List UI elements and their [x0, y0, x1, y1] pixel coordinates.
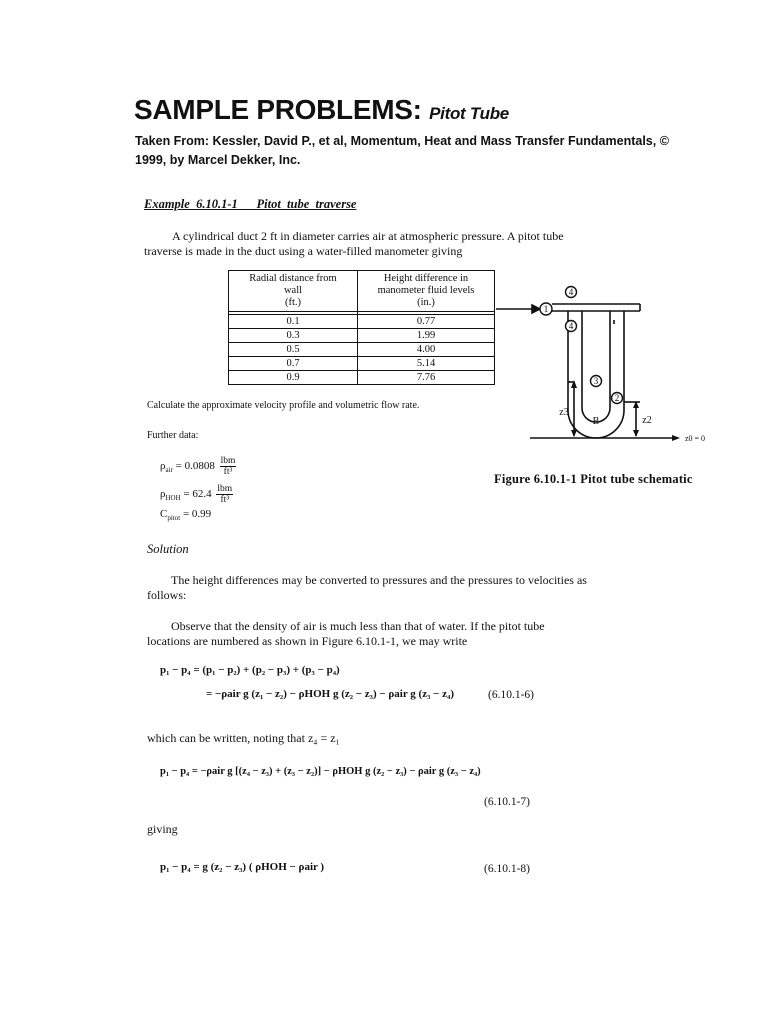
equation-6-10-1-7: p₁ − p₄ = −ρair g [(z₄ − z₃) + (z₃ − z₂)] − ρHOH g (z₂ − z₃) − ρair g (z₃ − z₄)	[160, 766, 481, 777]
rho-hoh-symbol: ρ	[160, 488, 166, 501]
rho-hoh-equation	[160, 484, 233, 505]
header-height-line-2: manometer fluid levels	[377, 285, 475, 296]
rho-hoh-subscript: HOH	[165, 494, 181, 503]
table-cell-height: 4.00	[358, 343, 495, 357]
c-pitot-subscript: pitot	[167, 514, 181, 523]
z2-label: z2	[642, 415, 652, 426]
table-row	[229, 329, 495, 343]
c-pitot-equation	[160, 508, 211, 522]
solution-paragraph-1: The height differences may be converted to pressures and the pressures to velocities as follows:	[147, 573, 587, 602]
z0-label: z0 = 0	[684, 434, 706, 443]
manometer-data-table	[228, 270, 495, 385]
header-height-line-1: Height difference in	[383, 273, 469, 284]
flow-arrow-head	[532, 305, 540, 313]
equation-number-8: (6.10.1-8)	[484, 863, 530, 875]
rho-air-units	[220, 456, 237, 477]
table-cell-distance: 0.7	[229, 357, 358, 371]
header-radial-line-3: (ft.)	[284, 297, 302, 308]
units-numerator: lbm	[220, 456, 236, 466]
table-cell-distance: 0.9	[229, 371, 358, 385]
header-radial-line-2: wall	[283, 285, 303, 296]
c-pitot-value: = 0.99	[180, 508, 212, 520]
example-heading: Example 6.10.1-1 __ Pitot tube traverse	[144, 197, 357, 211]
table-row	[229, 371, 495, 385]
title-subtitle: Pitot Tube	[429, 104, 509, 123]
rho-air-equation	[160, 456, 236, 477]
point-4-bottom-label: 4	[568, 321, 574, 331]
table-header-row	[229, 271, 495, 312]
header-radial-line-1: Radial distance from	[249, 273, 337, 284]
equation-number-7: (6.10.1-7)	[484, 796, 530, 808]
z2-arrow-down	[633, 430, 639, 437]
equation-6-10-1-8: p₁ − p₄ = g (z₂ − z₃) ( ρHOH − ρair )	[160, 861, 325, 873]
figure-caption: Figure 6.10.1-1 Pitot tube schematic	[494, 472, 693, 486]
pitot-tube-schematic	[490, 280, 720, 450]
page-title	[134, 94, 509, 126]
equation-6-10-1-6-line-2: = −ρair g (z₁ − z₂) − ρHOH g (z₂ − z₃) − ρair g (z₃ − z₄)	[206, 688, 454, 700]
source-citation: Taken From: Kessler, David P., et al, Momentum, Heat and Mass Transfer Fundamentals, © 1999, by Marcel Dekker, Inc.	[135, 134, 669, 167]
manometer-inner	[582, 311, 610, 422]
datum-arrow	[672, 435, 680, 441]
rho-hoh-value: = 62.4	[180, 488, 212, 501]
table-row	[229, 315, 495, 329]
rho-hoh-units	[216, 484, 233, 505]
solution-heading: Solution	[147, 542, 189, 556]
equation-6-10-1-6-line-1: p₁ − p₄ = (p₁ − p₂) + (p₂ − p₃) + (p₃ − p₄)	[160, 664, 340, 676]
c-pitot-symbol: C	[160, 508, 168, 520]
header-height-difference	[358, 271, 495, 312]
point-2-label: 2	[614, 393, 620, 403]
table-row	[229, 343, 495, 357]
rho-air-symbol: ρ	[160, 460, 166, 473]
table-cell-distance: 0.1	[229, 315, 358, 329]
units-numerator: lbm	[217, 484, 233, 494]
table-cell-distance: 0.5	[229, 343, 358, 357]
point-4-top-label: 4	[568, 287, 574, 297]
rho-air-subscript: air	[165, 466, 173, 475]
units-denominator: ft³	[220, 495, 230, 505]
header-radial-distance	[229, 271, 358, 312]
table-row	[229, 357, 495, 371]
bend-label-b: B	[592, 416, 600, 427]
table-cell-height: 5.14	[358, 357, 495, 371]
writing-note: which can be written, noting that z₄ = z₁	[147, 731, 340, 745]
table-cell-height: 1.99	[358, 329, 495, 343]
rho-air-value: = 0.0808	[172, 460, 215, 473]
example-intro: A cylindrical duct 2 ft in diameter carries air at atmospheric pressure. A pitot tube traverse is made in the duct using a water-filled manometer giving	[144, 229, 564, 258]
z3-arrow-down	[571, 430, 577, 437]
header-height-line-3: (in.)	[417, 297, 435, 308]
units-denominator: ft³	[223, 467, 233, 477]
title-main: SAMPLE PROBLEMS:	[134, 94, 422, 125]
equation-number-6: (6.10.1-6)	[488, 689, 534, 701]
solution-paragraph-2: Observe that the density of air is much less than that of water. If the pitot tube locations are numbered as shown in Figure 6.10.1-1, we may write	[147, 619, 545, 648]
table-cell-height: 0.77	[358, 315, 495, 329]
further-data-label: Further data:	[147, 430, 199, 441]
table-cell-distance: 0.3	[229, 329, 358, 343]
giving-label: giving	[147, 822, 178, 836]
point-1-label: 1	[543, 304, 549, 314]
z3-label: z3	[559, 407, 569, 418]
table-cell-height: 7.76	[358, 371, 495, 385]
calculate-instruction: Calculate the approximate velocity profile and volumetric flow rate.	[147, 400, 420, 411]
point-3-label: 3	[593, 376, 599, 386]
